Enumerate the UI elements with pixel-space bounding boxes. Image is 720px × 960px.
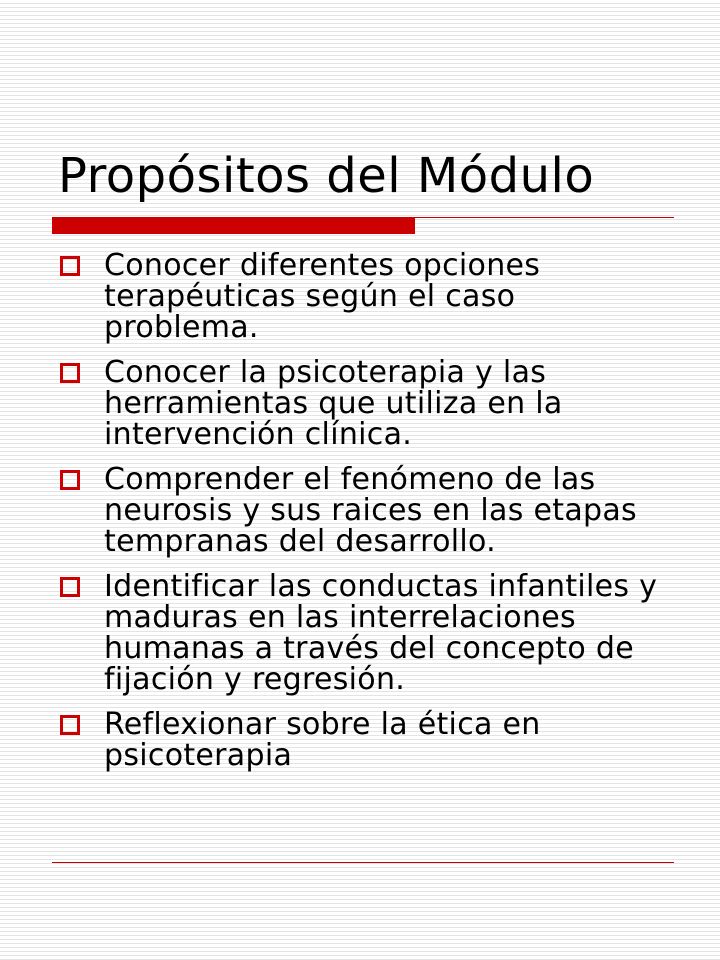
hollow-square-icon — [60, 577, 80, 597]
slide-title: Propósitos del Módulo — [58, 148, 595, 204]
bullet-item — [58, 357, 678, 450]
hollow-square-icon — [60, 256, 80, 276]
bullet-item — [58, 571, 678, 695]
bullet-item — [58, 464, 678, 557]
hollow-square-icon — [60, 363, 80, 383]
bullet-text: Identificar las conductas infantiles y maduras en las interrelaciones humanas a través del concepto de fijación y regresión. — [104, 569, 658, 697]
bullet-item — [58, 250, 678, 343]
bullet-text: Reflexionar sobre la ética en psicoterapia — [104, 707, 541, 773]
bullet-text: Conocer la psicoterapia y las herramientas que utiliza en la intervención clínica. — [104, 355, 563, 452]
hollow-square-icon — [60, 470, 80, 490]
footer-rule — [52, 862, 674, 863]
bullet-text: Comprender el fenómeno de las neurosis y sus raices en las etapas tempranas del desarrollo. — [104, 462, 637, 559]
hollow-square-icon — [60, 715, 80, 735]
bullet-list — [58, 250, 678, 785]
title-underline-accent — [52, 218, 415, 234]
bullet-text: Conocer diferentes opciones terapéuticas según el caso problema. — [104, 248, 541, 345]
bullet-item — [58, 709, 678, 771]
